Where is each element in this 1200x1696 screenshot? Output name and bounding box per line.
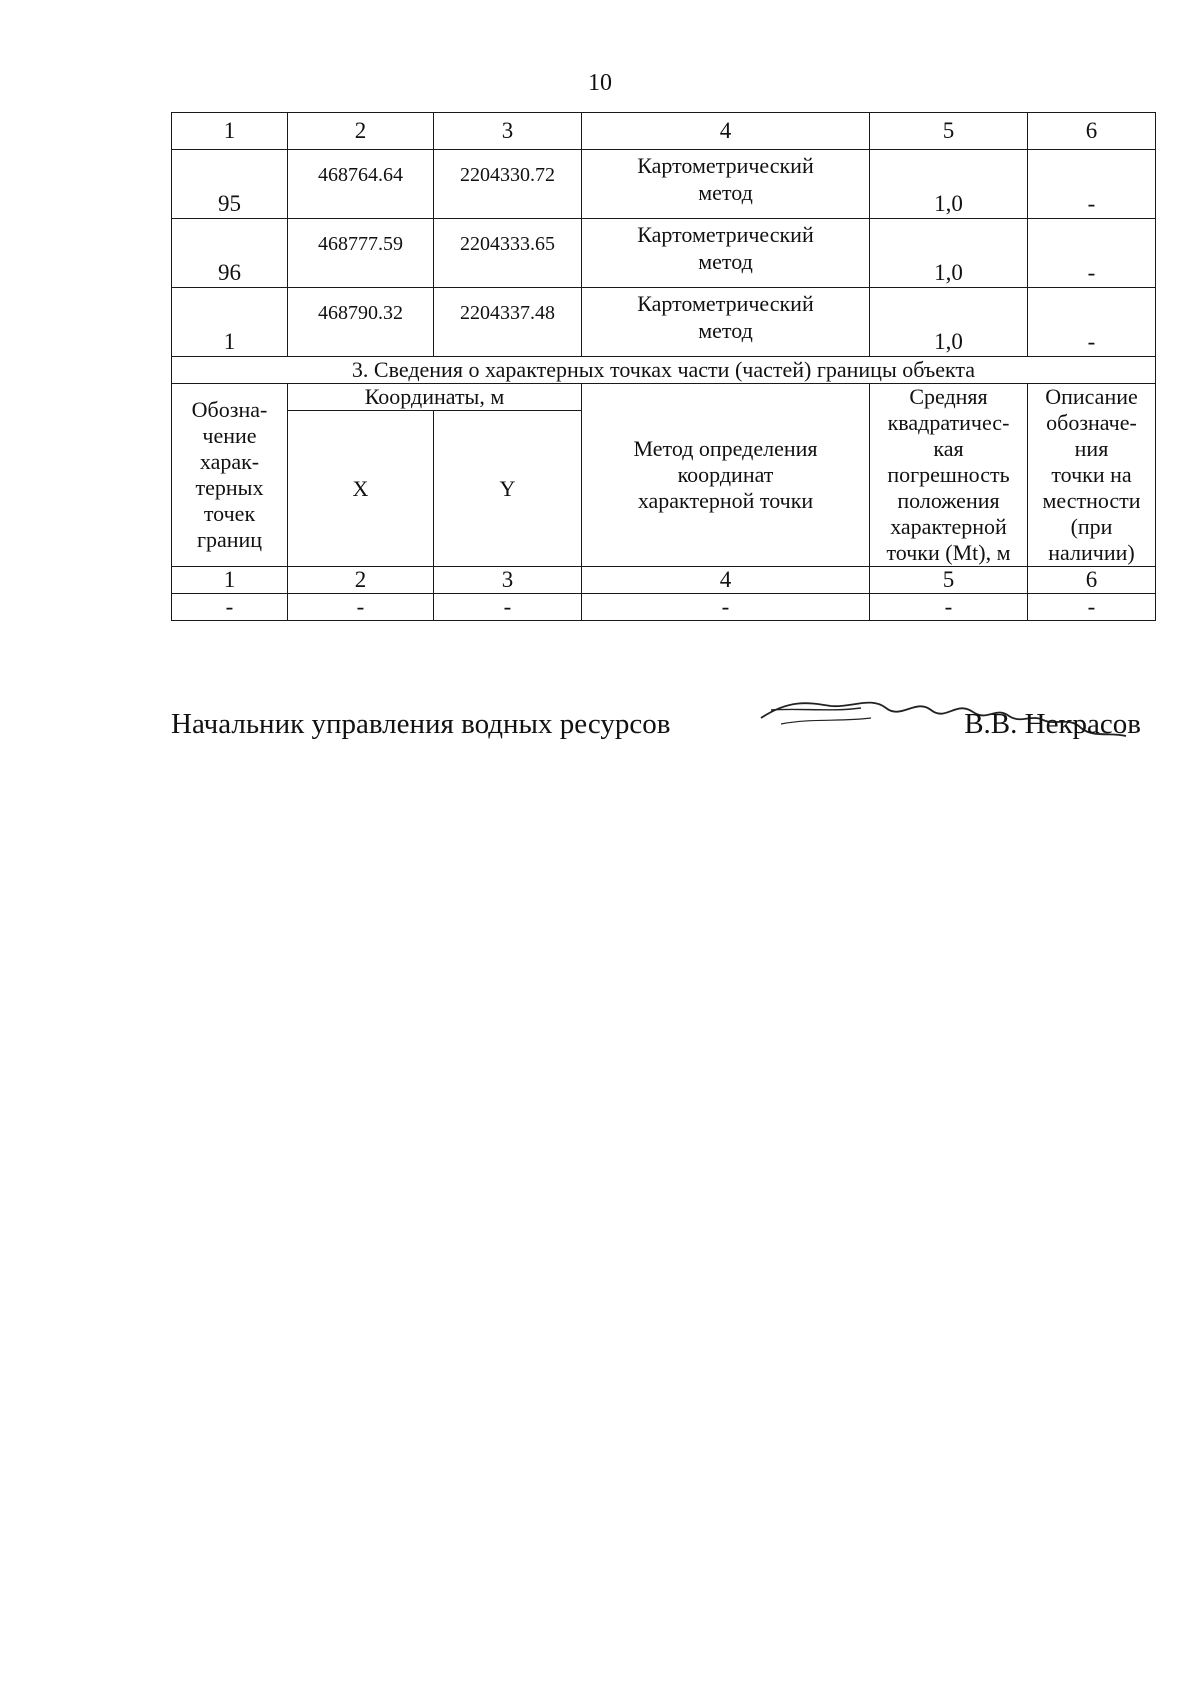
description-cell: - (1028, 288, 1156, 357)
table-row (172, 288, 1156, 357)
error-header (870, 384, 1028, 567)
header-number-cell: 3 (434, 113, 582, 150)
error-cell: 1,0 (870, 288, 1028, 357)
header-number-cell: 2 (288, 113, 434, 150)
section-title: 3. Сведения о характерных точках части (частей) границы объекта (172, 357, 1156, 384)
y-header: Y (434, 411, 582, 567)
header-line: точки (Mt), м (886, 540, 1011, 565)
column-number-cell: 5 (870, 567, 1028, 594)
signature-block (171, 708, 1155, 748)
header-line: Обозна- (191, 397, 268, 422)
dash-cell: - (582, 594, 870, 621)
column-header-row (172, 384, 1156, 411)
column-number-row (172, 567, 1156, 594)
header-number-cell: 6 (1028, 113, 1156, 150)
section-title-row (172, 357, 1156, 384)
header-line: положения (897, 488, 1000, 513)
header-line: Средняя (909, 384, 988, 409)
header-line: характерной точки (637, 488, 814, 513)
dash-cell: - (172, 594, 288, 621)
header-line: погрешность (887, 462, 1010, 487)
dash-cell: - (434, 594, 582, 621)
column-number-cell: 2 (288, 567, 434, 594)
column-number-cell: 6 (1028, 567, 1156, 594)
header-number-cell: 5 (870, 113, 1028, 150)
coordinates-table (171, 112, 1156, 621)
column-number-cell: 3 (434, 567, 582, 594)
method-line: метод (698, 249, 753, 274)
x-header: X (288, 411, 434, 567)
header-number-cell: 1 (172, 113, 288, 150)
method-line: метод (698, 180, 753, 205)
table-header-numbers (172, 113, 1156, 150)
x-coordinate-cell: 468790.32 (288, 288, 434, 357)
header-line: квадратичес- (887, 410, 1010, 435)
method-line: Картометрический (637, 291, 814, 316)
header-line: наличии) (1048, 540, 1135, 565)
dash-cell: - (1028, 594, 1156, 621)
header-line: чение (202, 423, 257, 448)
designation-header (172, 384, 288, 567)
header-line: кая (933, 436, 964, 461)
error-cell: 1,0 (870, 150, 1028, 219)
column-number-cell: 4 (582, 567, 870, 594)
method-cell (582, 288, 870, 357)
method-cell (582, 150, 870, 219)
header-line: координат (677, 462, 774, 487)
point-cell: 95 (172, 150, 288, 219)
header-line: Метод определения (633, 436, 818, 461)
header-line: обозначе- (1046, 410, 1137, 435)
page-number: 10 (588, 70, 612, 96)
header-line: ния (1074, 436, 1109, 461)
header-line: харак- (199, 449, 260, 474)
method-cell (582, 219, 870, 288)
point-cell: 1 (172, 288, 288, 357)
table-row (172, 219, 1156, 288)
x-coordinate-cell: 468777.59 (288, 219, 434, 288)
y-coordinate-cell: 2204333.65 (434, 219, 582, 288)
header-number-cell: 4 (582, 113, 870, 150)
description-cell: - (1028, 150, 1156, 219)
y-coordinate-cell: 2204330.72 (434, 150, 582, 219)
header-line: (при (1070, 514, 1113, 539)
header-line: Описание (1045, 384, 1138, 409)
empty-data-row (172, 594, 1156, 621)
header-line: терных (195, 475, 264, 500)
coordinates-header: Координаты, м (288, 384, 582, 411)
dash-cell: - (288, 594, 434, 621)
description-header (1028, 384, 1156, 567)
header-line: точек (203, 501, 256, 526)
x-coordinate-cell: 468764.64 (288, 150, 434, 219)
description-cell: - (1028, 219, 1156, 288)
column-number-cell: 1 (172, 567, 288, 594)
y-coordinate-cell: 2204337.48 (434, 288, 582, 357)
header-line: местности (1042, 488, 1141, 513)
method-line: Картометрический (637, 153, 814, 178)
table-row (172, 150, 1156, 219)
header-line: характерной (890, 514, 1007, 539)
method-line: метод (698, 318, 753, 343)
signatory-position: Начальник управления водных ресурсов (171, 708, 671, 740)
header-line: границ (196, 527, 263, 552)
signatory-name: В.В. Некрасов (964, 708, 1141, 740)
error-cell: 1,0 (870, 219, 1028, 288)
method-header (582, 384, 870, 567)
header-line: точки на (1051, 462, 1132, 487)
dash-cell: - (870, 594, 1028, 621)
point-cell: 96 (172, 219, 288, 288)
method-line: Картометрический (637, 222, 814, 247)
